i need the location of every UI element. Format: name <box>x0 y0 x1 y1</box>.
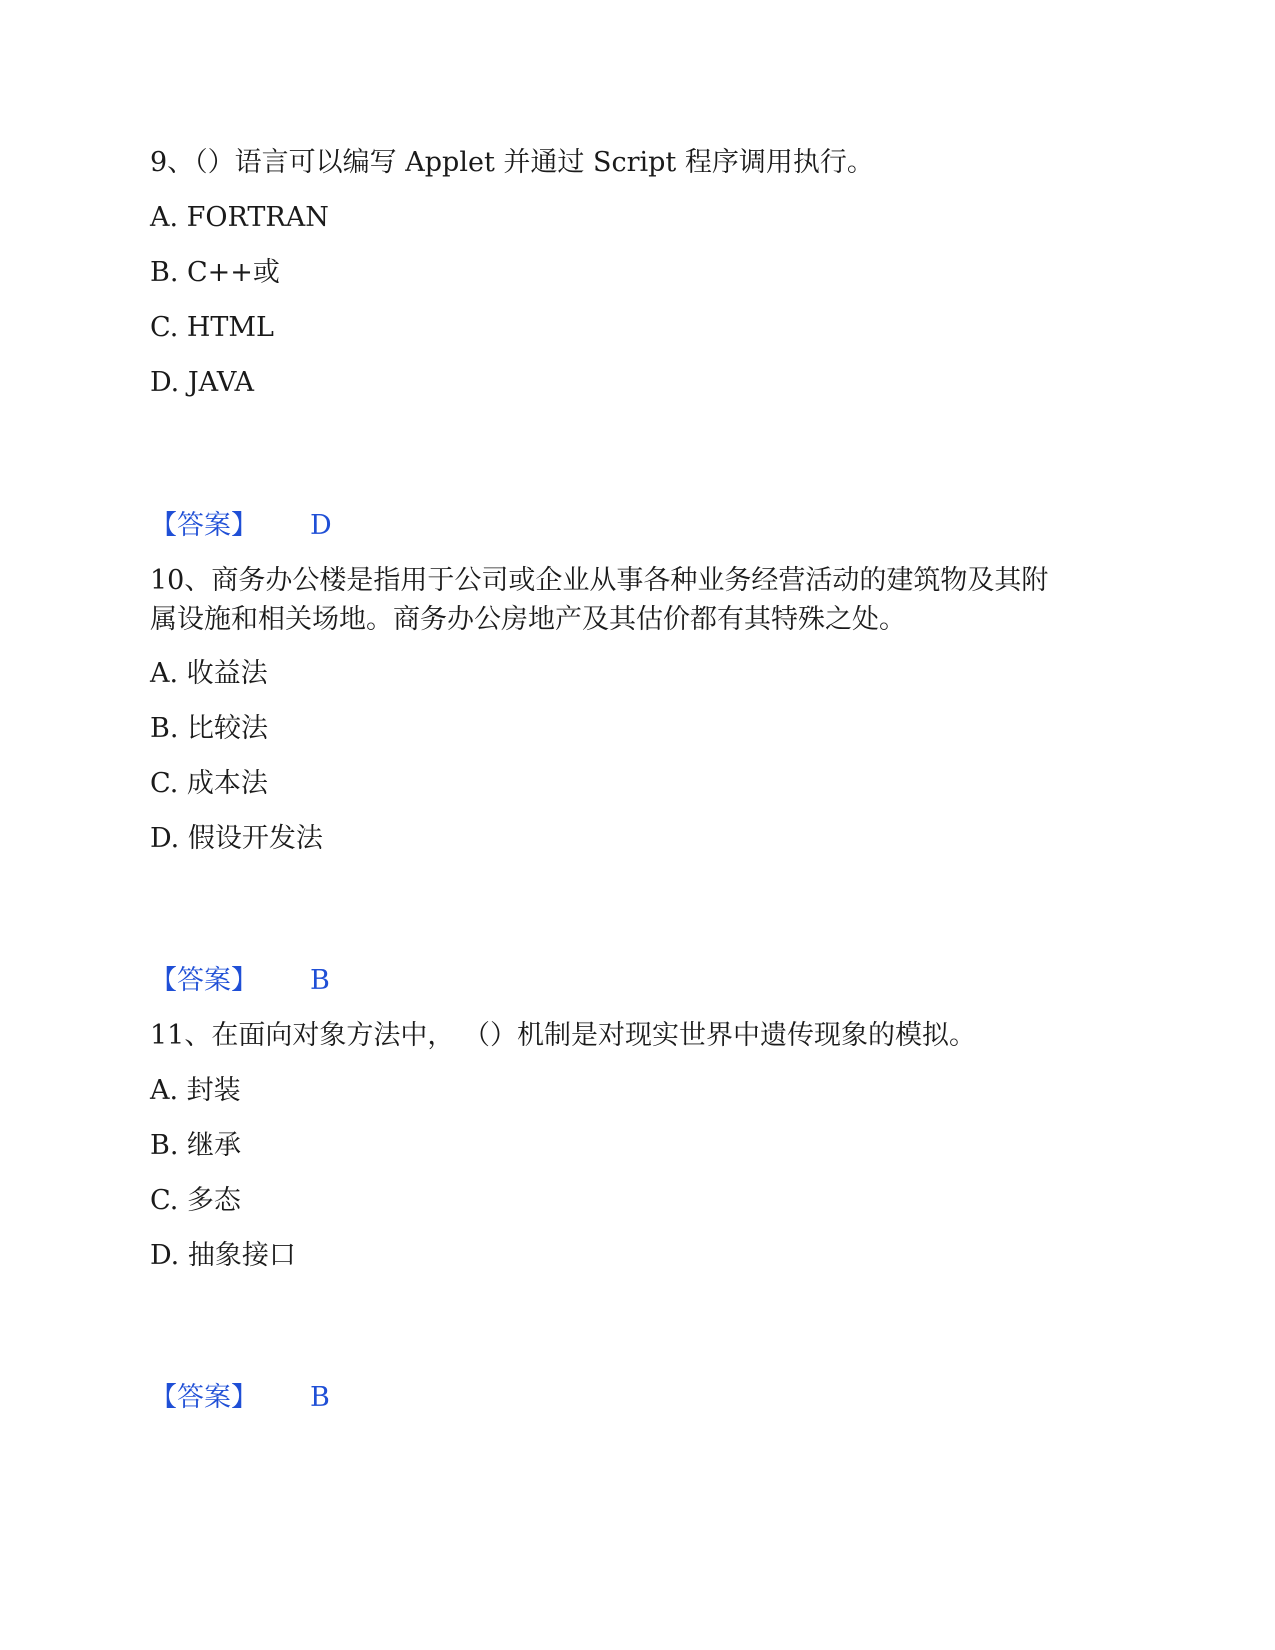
question-11-option-a: A. 封装 <box>150 1075 241 1106</box>
question-10-option-c: C. 成本法 <box>150 768 268 799</box>
question-10-stem-line-2: 属设施和相关场地。商务办公房地产及其估价都有其特殊之处。 <box>150 604 906 635</box>
question-10-option-d: D. 假设开发法 <box>150 823 323 854</box>
question-9-answer <box>150 506 332 546</box>
question-11-option-d: D. 抽象接口 <box>150 1240 296 1271</box>
answer-value: D <box>310 510 332 541</box>
question-9-option-a: A. FORTRAN <box>150 202 329 233</box>
question-10-option-a: A. 收益法 <box>150 658 268 689</box>
question-10-answer <box>150 961 330 1001</box>
question-9-option-d: D. JAVA <box>150 367 254 398</box>
question-9-option-b: B. C++或 <box>150 257 280 288</box>
question-11-answer <box>150 1378 330 1418</box>
question-11-option-b: B. 继承 <box>150 1130 242 1161</box>
question-11-option-c: C. 多态 <box>150 1185 241 1216</box>
answer-label: 【答案】 <box>150 1382 258 1413</box>
answer-value: B <box>310 965 330 996</box>
question-9-option-c: C. HTML <box>150 312 274 343</box>
question-10-stem-line-1: 10、商务办公楼是指用于公司或企业从事各种业务经营活动的建筑物及其附 <box>150 565 1049 596</box>
question-11-stem: 11、在面向对象方法中， （）机制是对现实世界中遗传现象的模拟。 <box>150 1020 976 1051</box>
answer-label: 【答案】 <box>150 510 258 541</box>
answer-label: 【答案】 <box>150 965 258 996</box>
question-9-stem: 9、（）语言可以编写 Applet 并通过 Script 程序调用执行。 <box>150 147 874 178</box>
question-10-option-b: B. 比较法 <box>150 713 269 744</box>
answer-value: B <box>310 1382 330 1413</box>
